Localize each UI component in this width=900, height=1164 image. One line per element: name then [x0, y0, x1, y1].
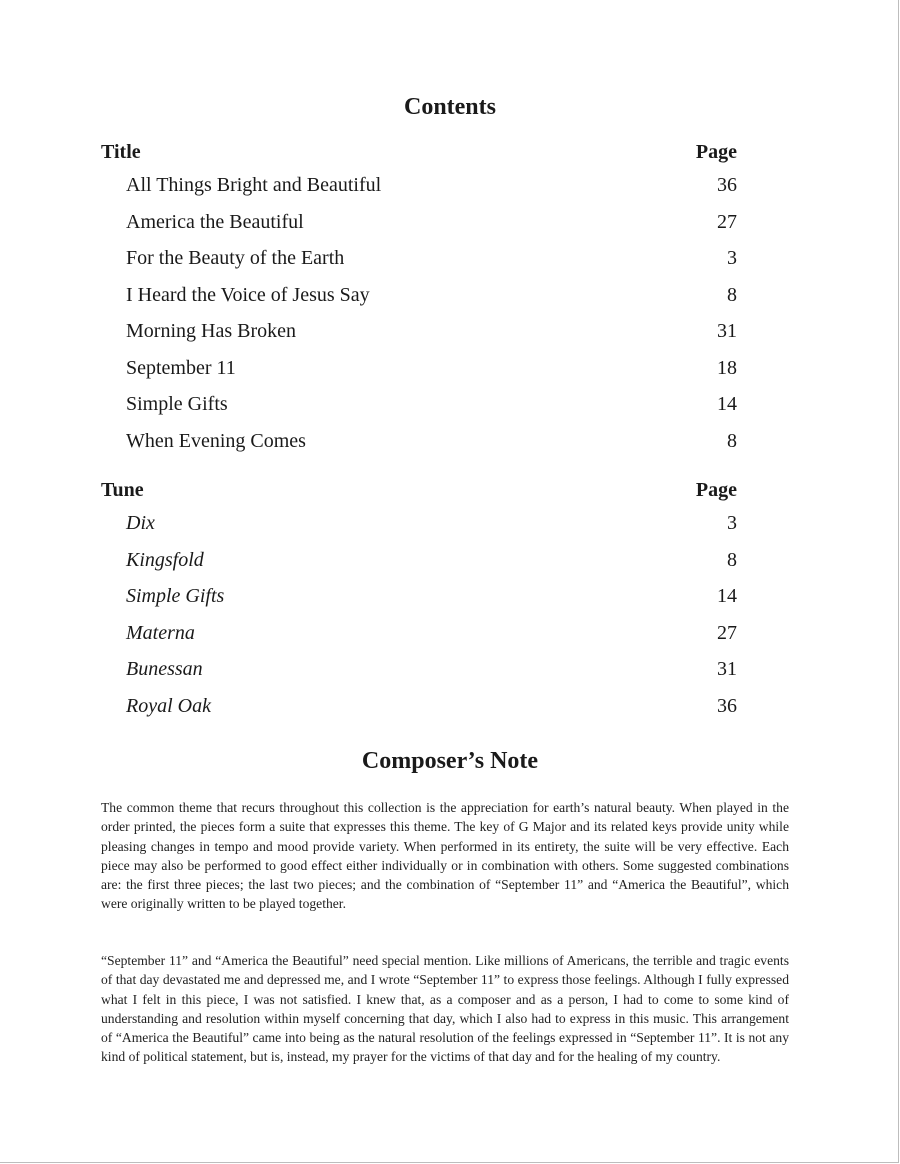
page-column-label: Page: [695, 141, 737, 163]
item-name: September 11: [126, 356, 236, 379]
list-item[interactable]: [101, 386, 737, 423]
tune-index-header: [101, 475, 737, 505]
list-item[interactable]: [101, 615, 737, 652]
item-page: 31: [717, 658, 737, 680]
item-name: Dix: [126, 512, 155, 534]
item-page: 18: [717, 356, 737, 379]
item-page: 8: [727, 548, 737, 571]
item-name: Royal Oak: [126, 694, 211, 717]
item-name: I Heard the Voice of Jesus Say: [126, 283, 370, 306]
tune-column-label: Tune: [101, 479, 144, 501]
item-name: Simple Gifts: [126, 393, 228, 415]
list-item[interactable]: [101, 350, 737, 387]
item-name: All Things Bright and Beautiful: [126, 174, 382, 196]
contents-heading: Contents: [403, 94, 496, 120]
list-item[interactable]: [101, 688, 737, 725]
list-item[interactable]: [101, 542, 737, 579]
list-item[interactable]: [101, 651, 737, 688]
item-page: 14: [717, 393, 737, 415]
item-name: Morning Has Broken: [126, 320, 296, 342]
item-page: 3: [727, 512, 737, 534]
item-page: 36: [717, 174, 737, 196]
list-item[interactable]: [101, 423, 737, 460]
item-name: Bunessan: [126, 658, 203, 680]
item-name: When Evening Comes: [126, 429, 306, 452]
composer-note-paragraph-2: “September 11” and “America the Beautiful” need special mention. Like millions of Americans, the terrible and tragic events of that day devastated me and depressed me, and I wrote “September 11” to express those feelings. Although I fully expressed what I felt in this piece, I was not satisfied. I knew that, as a composer and as a person, I had to come to some kind of understanding and resolution within myself concerning that day, which I also had to express in this music. This arrangement of “America the Beautiful” came into being as the natural resolution of the feelings expressed in “September 11”. It is not any kind of political statement, but is, instead, my prayer for the victims of that day and for the healing of my country.: [101, 953, 789, 1065]
list-item[interactable]: [101, 578, 737, 615]
item-page: 27: [717, 210, 737, 233]
tune-list: [101, 505, 737, 724]
composer-note-heading: Composer’s Note: [361, 748, 539, 774]
list-item[interactable]: [101, 277, 737, 314]
item-page: 8: [727, 283, 737, 306]
list-item[interactable]: [101, 313, 737, 350]
item-page: 3: [727, 247, 737, 269]
item-name: Kingsfold: [126, 548, 204, 571]
list-item[interactable]: [101, 505, 737, 542]
item-name: America the Beautiful: [126, 210, 304, 233]
item-name: Materna: [126, 621, 195, 644]
list-item[interactable]: [101, 204, 737, 241]
item-name: For the Beauty of the Earth: [126, 247, 345, 269]
list-item[interactable]: [101, 167, 737, 204]
list-item[interactable]: [101, 240, 737, 277]
page-column-label: Page: [695, 479, 737, 501]
item-page: 31: [717, 320, 737, 342]
title-list: [101, 167, 737, 459]
title-index-header: [101, 137, 737, 167]
item-page: 8: [727, 429, 737, 452]
tune-index: [101, 475, 737, 724]
item-page: 36: [717, 694, 737, 717]
title-index: [101, 137, 737, 459]
item-page: 14: [717, 585, 737, 607]
title-column-label: Title: [101, 141, 141, 163]
item-page: 27: [717, 621, 737, 644]
composer-note-paragraph-1: The common theme that recurs throughout this collection is the appreciation for earth’s natural beauty. When played in the order printed, the pieces form a suite that expresses this theme. The key of G Major and its related keys provide unity while pleasing changes in tempo and mood provide variety. When performed in its entirety, the suite will be very effective. Each piece may also be performed to good effect either individually or in combination with others. Some suggested combinations are: the first three pieces; the last two pieces; and the combination of “September 11” and “America the Beautiful”, which were originally written to be played together.: [101, 800, 789, 912]
item-name: Simple Gifts: [126, 585, 225, 607]
